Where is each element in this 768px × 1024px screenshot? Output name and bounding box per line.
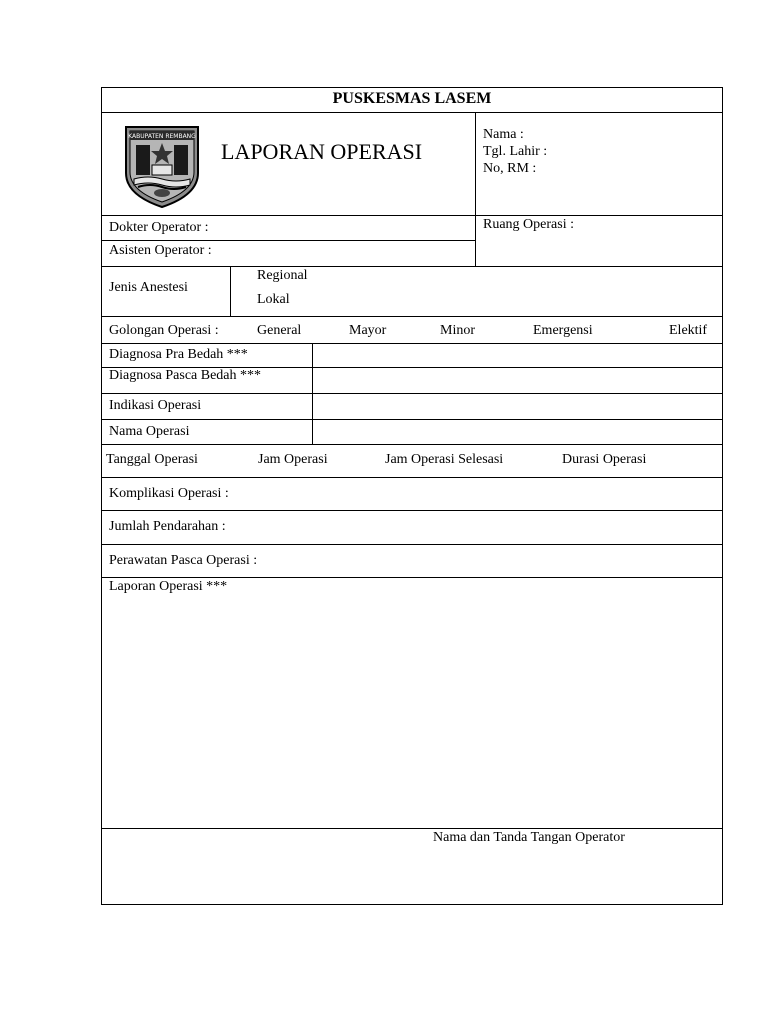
divider xyxy=(102,266,722,267)
anesthesia-option-lokal: Lokal xyxy=(257,292,290,307)
assistant-operator-label: Asisten Operator : xyxy=(109,243,212,258)
anesthesia-type-label: Jenis Anestesi xyxy=(109,280,188,295)
divider xyxy=(102,544,722,545)
divider xyxy=(102,419,722,420)
operation-class-elektif: Elektif xyxy=(669,323,708,338)
report-title: LAPORAN OPERASI xyxy=(221,139,423,164)
divider xyxy=(102,240,475,241)
anesthesia-option-regional: Regional xyxy=(257,268,308,283)
surgery-report-form xyxy=(101,87,723,905)
patient-birthdate-label: Tgl. Lahir : xyxy=(483,144,548,159)
clinic-name: PUSKESMAS LASEM xyxy=(332,90,492,107)
patient-record-number-label: No, RM : xyxy=(483,161,537,176)
operation-class-mayor: Mayor xyxy=(349,323,387,338)
operation-end-time-label: Jam Operasi Selesasi xyxy=(385,452,504,467)
operation-class-minor: Minor xyxy=(440,323,475,338)
divider xyxy=(102,828,722,829)
operation-class-label: Golongan Operasi : xyxy=(109,323,219,338)
complication-label: Komplikasi Operasi : xyxy=(109,486,229,501)
operation-time-label: Jam Operasi xyxy=(258,452,328,467)
post-op-care-label: Perawatan Pasca Operasi : xyxy=(109,553,258,568)
divider xyxy=(102,316,722,317)
indication-label: Indikasi Operasi xyxy=(109,398,202,413)
divider xyxy=(475,112,476,266)
operation-date-label: Tanggal Operasi xyxy=(106,452,198,467)
logo-lettering: KABUPATEN REMBANG xyxy=(128,133,196,140)
bleeding-amount-label: Jumlah Pendarahan : xyxy=(109,519,226,534)
doctor-operator-label: Dokter Operator : xyxy=(109,220,209,235)
operator-signature-label: Nama dan Tanda Tangan Operator xyxy=(433,830,625,845)
operation-class-general: General xyxy=(257,323,302,338)
divider xyxy=(102,577,722,578)
operating-room-label: Ruang Operasi : xyxy=(483,217,574,232)
operation-duration-label: Durasi Operasi xyxy=(562,452,647,467)
post-op-diagnosis-label: Diagnosa Pasca Bedah *** xyxy=(109,368,262,383)
operation-report-label: Laporan Operasi *** xyxy=(109,579,228,594)
divider xyxy=(230,266,231,316)
divider xyxy=(102,510,722,511)
pre-op-diagnosis-label: Diagnosa Pra Bedah *** xyxy=(109,347,248,362)
divider xyxy=(102,444,722,445)
regency-emblem-icon xyxy=(124,125,200,209)
operation-class-emergensi: Emergensi xyxy=(533,323,593,338)
divider xyxy=(102,343,722,344)
operation-name-label: Nama Operasi xyxy=(109,424,190,439)
divider xyxy=(102,393,722,394)
divider xyxy=(102,112,722,113)
divider xyxy=(102,477,722,478)
divider xyxy=(102,215,722,216)
patient-name-label: Nama : xyxy=(483,127,524,142)
